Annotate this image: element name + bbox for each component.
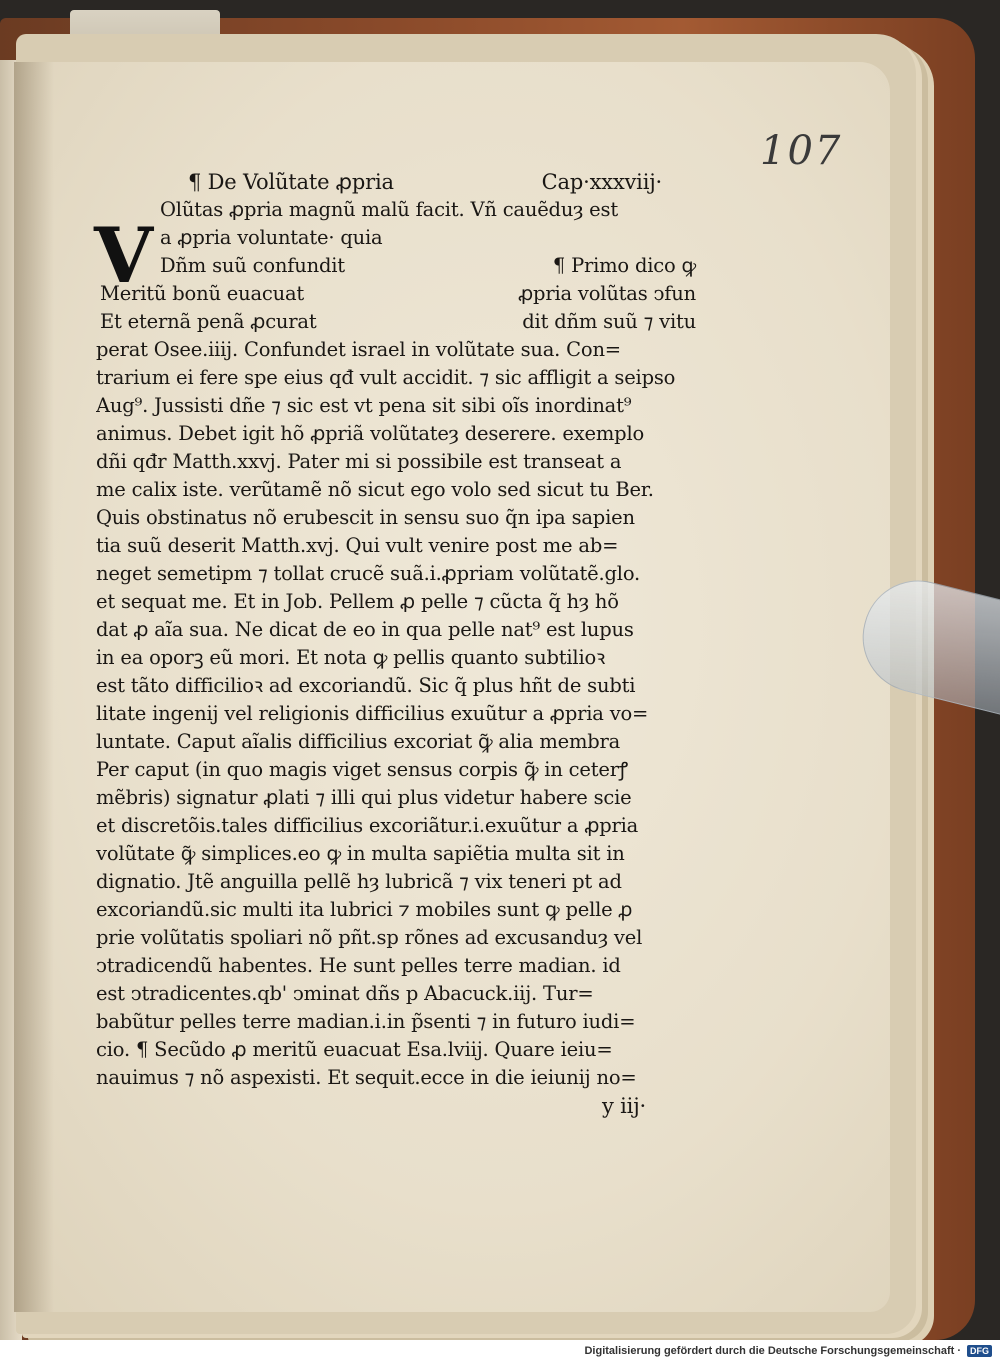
funding-credit: Digitalisierung gefördert durch die Deutsche Forschungsgemeinschaft · [584, 1345, 961, 1357]
text-line: dignatio. Jtẽ anguilla pellẽ hȝ lubricã ⁊ vix teneri pt ad [96, 870, 622, 893]
text-line [96, 252, 702, 280]
text-line: Aug⁹. Jussisti dñe ⁊ sic est vt pena sit sibi oĩs inordinat⁹ [96, 394, 632, 417]
text-line: litate ingenij vel religionis difficilius exuũtur a ꝓpria vo= [96, 702, 649, 725]
text-line: a ꝓpria voluntate· quia [160, 226, 383, 249]
folio-number: 107 [760, 128, 843, 174]
text-line: nauimus ⁊ nõ aspexisti. Et sequit.ecce in die ieiunij no= [96, 1066, 637, 1089]
chapter-title: ¶ De Volũtate ꝓpria [188, 170, 394, 194]
drop-cap: V [94, 211, 153, 300]
text-line-left: Et eternã penã ꝓcurat [100, 310, 317, 333]
text-line: in ea oporꝫ eũ mori. Et nota ꝙ pellis quanto subtilioꝛ [96, 646, 606, 669]
text-line: ↄtradicendũ habentes. He sunt pelles terre madian. id [96, 954, 621, 977]
footer-bar [0, 1340, 1000, 1362]
text-line: perat Osee.iiij. Confundet israel in volũtate sua. Con= [96, 338, 621, 361]
opening-paragraph [96, 196, 702, 336]
text-line: et sequat me. Et in Job. Pellem ꝓ pelle ⁊ cũcta q̃ hȝ hõ [96, 590, 619, 613]
text-line: est tãto difficilioꝛ ad excoriandũ. Sic q̃ plus hñt de subti [96, 674, 636, 697]
text-block [96, 168, 702, 1120]
text-line: animus. Debet igit hõ ꝓpriã volũtateȝ deserere. exemplo [96, 422, 645, 445]
text-line: volũtate ꝙ̃ simplices.eo ꝙ in multa sapiẽtia multa sit in [96, 842, 625, 865]
text-line: trarium ei fere spe eius qđ vult accidit. ⁊ sic affligit a seipso [96, 366, 676, 389]
text-line: luntate. Caput aĩalis difficilius excoriat ꝙ̃ alia membra [96, 730, 621, 753]
text-line: babũtur pelles terre madian.i.in p̃senti ⁊ in futuro iudi= [96, 1010, 636, 1033]
text-line: Quis obstinatus nõ erubescit in sensu suo q̃n ipa sapien [96, 506, 635, 529]
text-line: dñi qđr Matth.xxvj. Pater mi si possibile est transeat a [96, 450, 622, 473]
dfg-logo: DFG [967, 1345, 992, 1357]
text-line: me calix iste. verũtamẽ nõ sicut ego volo sed sicut tu Ber. [96, 478, 654, 501]
text-line: neget semetipm ⁊ tollat crucẽ suã.i.ꝓpriam volũtatẽ.glo. [96, 562, 641, 585]
gutter-shadow [14, 62, 54, 1312]
chapter-number: Cap·xxxviij· [541, 170, 662, 194]
text-line: Olũtas ꝓpria magnũ malũ facit. Vñ cauẽduȝ est [160, 198, 618, 221]
text-line: est ↄtradicentes.qb' ↄminat dñs p Abacuck.iij. Tur= [96, 982, 594, 1005]
text-line: cio. ¶ Secũdo ꝓ meritũ euacuat Esa.lviij. Quare ieiu= [96, 1038, 613, 1061]
text-line: dat ꝓ aĩa sua. Ne dicat de eo in qua pelle nat⁹ est lupus [96, 618, 634, 641]
text-line: mẽbris) signatur ꝓlati ⁊ illi qui plus videtur habere scie [96, 786, 632, 809]
signature-mark: y iij· [602, 1094, 646, 1118]
text-line-right: ¶ Primo dico ꝙ [552, 254, 696, 277]
text-line [96, 280, 702, 308]
text-line-left: Dñm suũ confundit [160, 254, 345, 277]
text-line-left: Meritũ bonũ euacuat [100, 282, 305, 305]
text-line: excoriandũ.sic multi ita lubrici ⁊ mobiles sunt ꝙ pelle ꝓ [96, 898, 633, 921]
text-line: tia suũ deserit Matth.xvj. Qui vult venire post me ab= [96, 534, 619, 557]
text-line: Per caput (in quo magis viget sensus corpis ꝙ̃ in ceterꝭ [96, 758, 628, 781]
text-line: prie volũtatis spoliari nõ pñt.sp rõnes ad excusanduȝ vel [96, 926, 643, 949]
chapter-heading [96, 168, 702, 196]
text-line-right: ꝓpria volũtas ↄfun [518, 282, 696, 305]
text-line [96, 308, 702, 336]
text-line-right: dit dñm suũ ⁊ vitu [522, 310, 696, 333]
text-line: et discretõis.tales difficilius excoriãtur.i.exuũtur a ꝓpria [96, 814, 639, 837]
